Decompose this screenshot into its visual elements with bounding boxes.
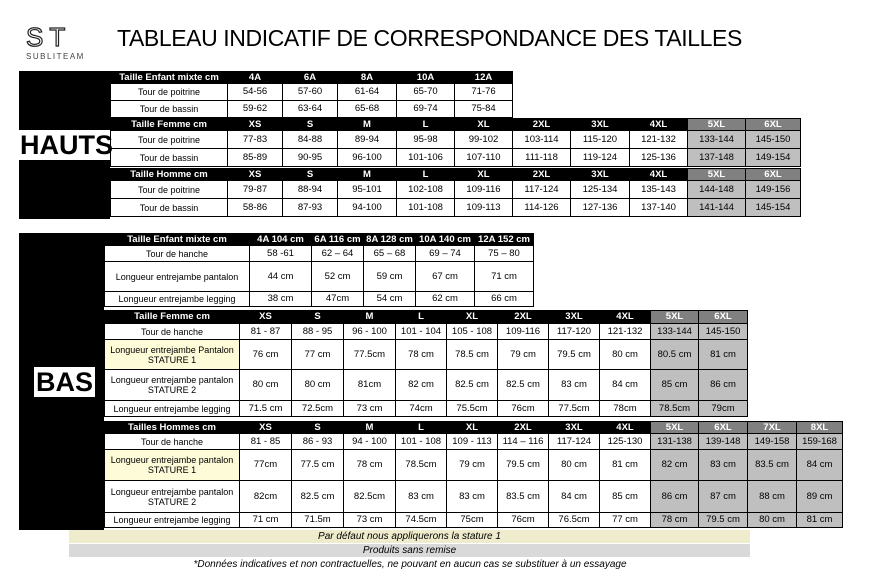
size-header-cell: L <box>396 311 447 324</box>
table-cell: 71 cm <box>475 262 534 292</box>
row-label: Tour de bassin <box>111 199 228 217</box>
table-cell: 78 cm <box>344 450 396 481</box>
table-cell: 63-64 <box>283 101 338 118</box>
table-cell: 61-64 <box>338 84 397 101</box>
table-cell: 59 cm <box>364 262 416 292</box>
table-cell: 80 cm <box>748 513 797 528</box>
hauts-enfant-table <box>110 71 513 118</box>
table-cell: 75-84 <box>455 101 513 118</box>
row-label: Tour de poitrine <box>111 181 228 199</box>
size-header-cell: M <box>344 422 396 434</box>
table-cell: 95-101 <box>338 181 397 199</box>
table-row <box>105 401 748 417</box>
hauts-label: HAUTS <box>20 130 113 160</box>
row-label: Longueur entrejambe legging <box>105 401 240 417</box>
bas-label: BAS <box>36 367 94 397</box>
size-header-cell: 4A 104 cm <box>250 234 312 246</box>
table-cell: 145-150 <box>746 131 801 149</box>
row-label: Longueur entrejambe Pantalon STATURE 1 <box>105 340 240 370</box>
table-cell: 38 cm <box>250 292 312 307</box>
size-header-cell: 5XL <box>651 422 699 434</box>
table-cell: 86 - 93 <box>292 434 344 450</box>
table-cell: 117-124 <box>549 434 600 450</box>
table-cell: 96 - 100 <box>344 324 396 340</box>
table-cell: 99-102 <box>455 131 513 149</box>
table-cell: 73 cm <box>344 513 396 528</box>
size-header-cell: 3XL <box>571 169 630 181</box>
size-header-cell: S <box>292 422 344 434</box>
size-header-cell: L <box>397 119 455 131</box>
size-header-cell: L <box>397 169 455 181</box>
table-cell: 83 cm <box>549 370 600 401</box>
table-cell: 80 cm <box>549 450 600 481</box>
table-cell: 82.5 cm <box>292 481 344 513</box>
table-cell: 58 -61 <box>250 246 312 262</box>
size-header-cell: XL <box>455 119 513 131</box>
size-header-cell: 12A 152 cm <box>475 234 534 246</box>
size-header-cell: 4XL <box>630 119 688 131</box>
table-cell: 90-95 <box>283 149 338 167</box>
table-cell: 71.5m <box>292 513 344 528</box>
table-cell: 59-62 <box>228 101 283 118</box>
table-cell: 80 cm <box>600 340 651 370</box>
hauts-femme-table <box>110 118 801 167</box>
size-header-cell: XS <box>240 311 292 324</box>
table-cell: 105 - 108 <box>447 324 498 340</box>
table-cell: 82.5 cm <box>498 370 549 401</box>
table-header-label: Taille Femme cm <box>105 311 240 324</box>
size-header-cell: 2XL <box>498 311 549 324</box>
table-cell: 75cm <box>447 513 498 528</box>
table-cell: 76cm <box>498 401 549 417</box>
table-row <box>105 340 748 370</box>
table-cell: 54 cm <box>364 292 416 307</box>
table-cell: 139-148 <box>699 434 748 450</box>
table-cell: 88 cm <box>748 481 797 513</box>
table-cell: 87 cm <box>699 481 748 513</box>
table-cell: 117-120 <box>549 324 600 340</box>
table-header-label: Taille Enfant mixte cm <box>105 234 250 246</box>
table-cell: 76 cm <box>240 340 292 370</box>
table-cell: 77 cm <box>292 340 344 370</box>
table-row <box>105 513 843 528</box>
row-label: Longueur entrejambe pantalon STATURE 1 <box>105 450 240 481</box>
logo-brand-name: SUBLITEAM <box>26 52 85 61</box>
table-row <box>111 131 801 149</box>
table-cell: 79 cm <box>447 450 498 481</box>
table-cell: 78 cm <box>396 340 447 370</box>
table-header-row <box>111 119 801 131</box>
logo-mark: ST <box>26 23 72 52</box>
table-header-label: Taille Homme cm <box>111 169 228 181</box>
size-header-cell: M <box>338 169 397 181</box>
size-header-cell: 6XL <box>746 169 801 181</box>
row-label: Tour de hanche <box>105 324 240 340</box>
table-cell: 81 cm <box>797 513 843 528</box>
table-cell: 44 cm <box>250 262 312 292</box>
row-label: Longueur entrejambe pantalon STATURE 2 <box>105 370 240 401</box>
table-cell: 66 cm <box>475 292 534 307</box>
table-header-row <box>105 234 534 246</box>
table-cell: 82.5 cm <box>447 370 498 401</box>
size-header-cell: 2XL <box>513 169 571 181</box>
size-header-cell: 3XL <box>549 311 600 324</box>
table-cell: 107-110 <box>455 149 513 167</box>
table-cell: 101-106 <box>397 149 455 167</box>
table-cell: 121-132 <box>600 324 651 340</box>
table-cell: 82 cm <box>651 450 699 481</box>
table-cell: 114 – 116 <box>498 434 549 450</box>
table-cell: 79 cm <box>498 340 549 370</box>
table-cell: 145-154 <box>746 199 801 217</box>
bas-femme-table <box>104 310 748 417</box>
table-cell: 103-114 <box>513 131 571 149</box>
size-header-cell: XL <box>455 169 513 181</box>
bas-homme-table <box>104 421 843 528</box>
table-cell: 82.5cm <box>344 481 396 513</box>
table-cell: 109-113 <box>455 199 513 217</box>
size-header-cell: XS <box>240 422 292 434</box>
table-cell: 101 - 108 <box>396 434 447 450</box>
table-cell: 78cm <box>600 401 651 417</box>
table-cell: 78.5cm <box>396 450 447 481</box>
table-cell: 80.5 cm <box>651 340 699 370</box>
table-cell: 76.5cm <box>549 513 600 528</box>
table-cell: 71-76 <box>455 84 513 101</box>
table-cell: 85 cm <box>600 481 651 513</box>
table-cell: 84 cm <box>600 370 651 401</box>
size-header-cell: S <box>283 119 338 131</box>
size-header-cell: 10A <box>397 72 455 84</box>
table-cell: 84 cm <box>549 481 600 513</box>
size-header-cell: 8A 128 cm <box>364 234 416 246</box>
table-header-row <box>111 72 513 84</box>
size-header-cell: 3XL <box>571 119 630 131</box>
table-cell: 58-86 <box>228 199 283 217</box>
table-cell: 109 - 113 <box>447 434 498 450</box>
table-cell: 135-143 <box>630 181 688 199</box>
table-cell: 77cm <box>240 450 292 481</box>
table-cell: 72.5cm <box>292 401 344 417</box>
table-cell: 125-136 <box>630 149 688 167</box>
table-row <box>105 292 534 307</box>
footer-note-remise: Produits sans remise <box>69 544 750 557</box>
row-label: Tour de poitrine <box>111 84 228 101</box>
table-cell: 95-98 <box>397 131 455 149</box>
table-cell: 89 cm <box>797 481 843 513</box>
table-row <box>105 450 843 481</box>
size-header-cell: 6A <box>283 72 338 84</box>
table-header-row <box>111 169 801 181</box>
table-cell: 137-148 <box>688 149 746 167</box>
brand-logo <box>24 23 100 61</box>
table-cell: 81 cm <box>600 450 651 481</box>
table-cell: 71 cm <box>240 513 292 528</box>
size-header-cell: 6XL <box>699 422 748 434</box>
table-cell: 144-148 <box>688 181 746 199</box>
table-cell: 89-94 <box>338 131 397 149</box>
table-cell: 79-87 <box>228 181 283 199</box>
table-cell: 81 - 87 <box>240 324 292 340</box>
table-cell: 87-93 <box>283 199 338 217</box>
table-cell: 69-74 <box>397 101 455 118</box>
table-cell: 83.5 cm <box>498 481 549 513</box>
size-header-cell: 8A <box>338 72 397 84</box>
table-cell: 125-130 <box>600 434 651 450</box>
table-row <box>105 370 748 401</box>
table-cell: 127-136 <box>571 199 630 217</box>
table-header-label: Taille Enfant mixte cm <box>111 72 228 84</box>
table-cell: 81 cm <box>699 340 748 370</box>
table-cell: 85-89 <box>228 149 283 167</box>
table-cell: 81cm <box>344 370 396 401</box>
table-cell: 57-60 <box>283 84 338 101</box>
table-cell: 115-120 <box>571 131 630 149</box>
size-header-cell: 4A <box>228 72 283 84</box>
size-header-cell: 4XL <box>600 311 651 324</box>
table-cell: 145-150 <box>699 324 748 340</box>
row-label: Longueur entrejambe legging <box>105 292 250 307</box>
table-row <box>111 199 801 217</box>
table-cell: 131-138 <box>651 434 699 450</box>
table-cell: 149-156 <box>746 181 801 199</box>
table-cell: 88 - 95 <box>292 324 344 340</box>
size-header-cell: XS <box>228 169 283 181</box>
row-label: Longueur entrejambe pantalon <box>105 262 250 292</box>
table-cell: 62 – 64 <box>312 246 364 262</box>
size-header-cell: 12A <box>455 72 513 84</box>
size-header-cell: 6A 116 cm <box>312 234 364 246</box>
table-cell: 77-83 <box>228 131 283 149</box>
table-cell: 137-140 <box>630 199 688 217</box>
table-header-label: Taille Femme cm <box>111 119 228 131</box>
table-cell: 75 – 80 <box>475 246 534 262</box>
table-cell: 84 cm <box>797 450 843 481</box>
table-cell: 77.5 cm <box>292 450 344 481</box>
table-cell: 74.5cm <box>396 513 447 528</box>
table-cell: 73 cm <box>344 401 396 417</box>
size-header-cell: 5XL <box>688 119 746 131</box>
size-header-cell: 8XL <box>797 422 843 434</box>
size-header-cell: 6XL <box>746 119 801 131</box>
table-row <box>105 246 534 262</box>
size-header-cell: 7XL <box>748 422 797 434</box>
table-cell: 133-144 <box>688 131 746 149</box>
table-row <box>111 101 513 118</box>
table-cell: 77.5cm <box>344 340 396 370</box>
row-label: Tour de poitrine <box>111 131 228 149</box>
size-header-cell: 5XL <box>651 311 699 324</box>
row-label: Tour de hanche <box>105 434 240 450</box>
size-header-cell: 4XL <box>600 422 651 434</box>
table-cell: 149-154 <box>746 149 801 167</box>
footer-note-stature: Par défaut nous appliquerons la stature 1 <box>69 530 750 543</box>
table-cell: 159-168 <box>797 434 843 450</box>
table-cell: 71.5 cm <box>240 401 292 417</box>
table-cell: 141-144 <box>688 199 746 217</box>
hauts-homme-table <box>110 168 801 217</box>
table-cell: 62 cm <box>416 292 475 307</box>
table-cell: 77.5cm <box>549 401 600 417</box>
size-header-cell: 4XL <box>630 169 688 181</box>
table-cell: 82cm <box>240 481 292 513</box>
table-row <box>105 481 843 513</box>
size-header-cell: 2XL <box>513 119 571 131</box>
table-row <box>105 434 843 450</box>
table-cell: 83 cm <box>447 481 498 513</box>
row-label: Longueur entrejambe legging <box>105 513 240 528</box>
table-cell: 79.5 cm <box>549 340 600 370</box>
table-cell: 74cm <box>396 401 447 417</box>
table-cell: 85 cm <box>651 370 699 401</box>
table-cell: 52 cm <box>312 262 364 292</box>
table-row <box>105 324 748 340</box>
size-header-cell: 6XL <box>699 311 748 324</box>
row-label: Longueur entrejambe pantalon STATURE 2 <box>105 481 240 513</box>
table-cell: 86 cm <box>651 481 699 513</box>
table-cell: 83 cm <box>699 450 748 481</box>
table-cell: 109-116 <box>455 181 513 199</box>
table-row <box>105 262 534 292</box>
table-cell: 84-88 <box>283 131 338 149</box>
table-cell: 109-116 <box>498 324 549 340</box>
size-header-cell: 2XL <box>498 422 549 434</box>
row-label: Tour de bassin <box>111 149 228 167</box>
table-cell: 67 cm <box>416 262 475 292</box>
table-cell: 83.5 cm <box>748 450 797 481</box>
table-cell: 121-132 <box>630 131 688 149</box>
size-header-cell: L <box>396 422 447 434</box>
table-cell: 117-124 <box>513 181 571 199</box>
table-header-row <box>105 422 843 434</box>
table-cell: 65 – 68 <box>364 246 416 262</box>
table-cell: 65-70 <box>397 84 455 101</box>
table-cell: 79cm <box>699 401 748 417</box>
table-cell: 102-108 <box>397 181 455 199</box>
table-row <box>111 149 801 167</box>
table-cell: 69 – 74 <box>416 246 475 262</box>
table-cell: 79.5 cm <box>498 450 549 481</box>
table-row <box>111 181 801 199</box>
table-cell: 125-134 <box>571 181 630 199</box>
table-cell: 75.5cm <box>447 401 498 417</box>
table-row <box>111 84 513 101</box>
table-cell: 86 cm <box>699 370 748 401</box>
table-cell: 82 cm <box>396 370 447 401</box>
table-cell: 80 cm <box>292 370 344 401</box>
table-cell: 133-144 <box>651 324 699 340</box>
size-header-cell: M <box>338 119 397 131</box>
table-cell: 76cm <box>498 513 549 528</box>
table-cell: 81 - 85 <box>240 434 292 450</box>
size-header-cell: M <box>344 311 396 324</box>
size-header-cell: S <box>292 311 344 324</box>
table-cell: 80 cm <box>240 370 292 401</box>
table-cell: 149-158 <box>748 434 797 450</box>
row-label: Tour de bassin <box>111 101 228 118</box>
bas-enfant-table <box>104 233 534 307</box>
table-cell: 78.5cm <box>651 401 699 417</box>
table-cell: 78 cm <box>651 513 699 528</box>
table-cell: 54-56 <box>228 84 283 101</box>
table-header-label: Tailles Hommes cm <box>105 422 240 434</box>
table-cell: 88-94 <box>283 181 338 199</box>
table-cell: 96-100 <box>338 149 397 167</box>
size-header-cell: XL <box>447 422 498 434</box>
page-title: TABLEAU INDICATIF DE CORRESPONDANCE DES TAILLES <box>117 25 742 51</box>
table-cell: 101-108 <box>397 199 455 217</box>
table-cell: 111-118 <box>513 149 571 167</box>
footer-disclaimer: *Données indicatives et non contractuelles, ne pouvant en aucun cas se substituer à un essayage <box>193 559 627 570</box>
table-cell: 77 cm <box>600 513 651 528</box>
size-header-cell: 10A 140 cm <box>416 234 475 246</box>
table-cell: 94 - 100 <box>344 434 396 450</box>
size-header-cell: S <box>283 169 338 181</box>
table-cell: 94-100 <box>338 199 397 217</box>
size-header-cell: 3XL <box>549 422 600 434</box>
table-cell: 65-68 <box>338 101 397 118</box>
table-cell: 79.5 cm <box>699 513 748 528</box>
table-cell: 119-124 <box>571 149 630 167</box>
table-cell: 83 cm <box>396 481 447 513</box>
table-cell: 114-126 <box>513 199 571 217</box>
size-header-cell: 5XL <box>688 169 746 181</box>
size-header-cell: XL <box>447 311 498 324</box>
table-cell: 101 - 104 <box>396 324 447 340</box>
table-cell: 78.5 cm <box>447 340 498 370</box>
row-label: Tour de hanche <box>105 246 250 262</box>
size-header-cell: XS <box>228 119 283 131</box>
table-header-row <box>105 311 748 324</box>
table-cell: 47cm <box>312 292 364 307</box>
